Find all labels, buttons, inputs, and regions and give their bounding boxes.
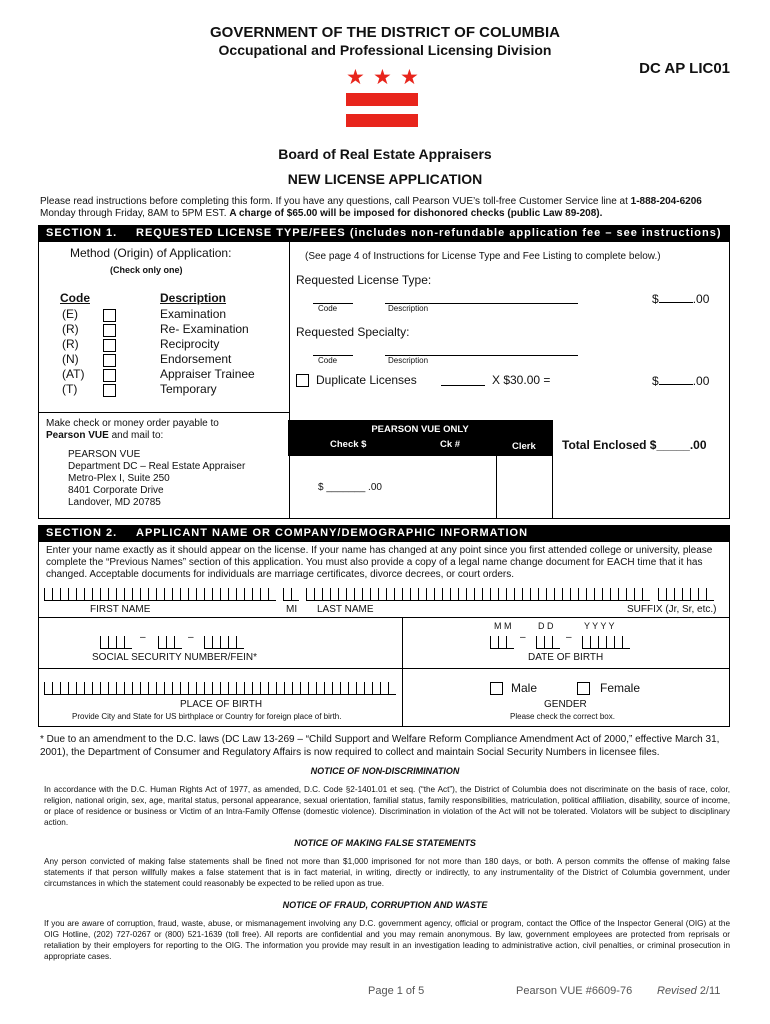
see-page-note: (See page 4 of Instructions for License Type and Fee Listing to complete below.) — [305, 251, 661, 262]
ssn-part2-field[interactable] — [158, 636, 182, 649]
flag-bar — [346, 93, 418, 106]
star-icon: ★ — [373, 66, 392, 89]
method-row — [0, 307, 289, 322]
description-header: Description — [160, 291, 227, 305]
divider — [38, 668, 730, 669]
pv-amount: $ _______ .00 — [318, 482, 382, 493]
section1-title: REQUESTED LICENSE TYPE/FEES (includes non-refundable application fee – see instructions) — [136, 227, 722, 239]
pv-check-label: Check $ — [330, 439, 367, 450]
method-row — [0, 322, 289, 337]
year-format: Y Y Y Y — [584, 621, 615, 631]
notice-title: NOTICE OF MAKING FALSE STATEMENTS — [294, 838, 476, 848]
notice-title: NOTICE OF NON-DISCRIMINATION — [310, 766, 460, 776]
address-line: 8401 Corporate Drive — [68, 485, 164, 496]
method-code: (AT) — [62, 367, 85, 381]
method-checkbox[interactable] — [103, 369, 116, 382]
dash: – — [188, 632, 194, 643]
instructions — [40, 196, 730, 220]
requested-specialty-label: Requested Specialty: — [296, 325, 410, 339]
address-line: Metro-Plex I, Suite 250 — [68, 473, 170, 484]
section1-header — [38, 225, 730, 241]
license-fee — [652, 291, 709, 306]
method-description: Endorsement — [160, 352, 232, 366]
male-label: Male — [511, 681, 538, 695]
address-line: Department DC – Real Estate Appraiser — [68, 461, 246, 472]
divider — [496, 438, 497, 519]
notice-title: NOTICE OF FRAUD, CORRUPTION AND WASTE — [282, 900, 488, 910]
divider — [402, 617, 403, 727]
check-only-note: (Check only one) — [110, 265, 183, 275]
flag-bar — [346, 114, 418, 127]
total-enclosed: Total Enclosed $_____.00 — [562, 438, 707, 452]
place-of-birth-note: Provide City and State for US birthplace or Country for foreign place of birth. — [72, 712, 342, 721]
dash: – — [566, 632, 572, 643]
place-of-birth-label: PLACE OF BIRTH — [180, 699, 263, 710]
suffix-field[interactable] — [658, 588, 714, 601]
description-caption: Description — [388, 356, 429, 365]
suffix-label: SUFFIX (Jr, Sr, etc.) — [627, 604, 717, 615]
address-line: PEARSON VUE — [68, 449, 141, 460]
star-icon: ★ — [400, 66, 419, 89]
method-row — [0, 382, 289, 397]
method-description: Reciprocity — [160, 337, 220, 351]
fee-field[interactable] — [659, 373, 693, 385]
day-format: D D — [538, 621, 554, 631]
dob-month-field[interactable] — [490, 636, 514, 649]
board-title: Board of Real Estate Appraisers — [278, 146, 492, 162]
divider — [552, 420, 553, 519]
dob-label: DATE OF BIRTH — [528, 652, 604, 663]
code-header: Code — [60, 291, 90, 305]
form-number: DC AP LIC01 — [639, 60, 730, 77]
revised-date: 2/11 — [699, 985, 721, 997]
method-row — [0, 352, 289, 367]
ssn-footnote: * Due to an amendment to the D.C. laws (DC Law 13-269 – “Child Support and Welfare Reform Compliance Amendment Act of 2000,” effective March 31, 2001), the Department of Consumer and Regulatory Affairs is now required to collect and maintain Social Security Numbers in licensee files. — [40, 734, 720, 758]
divider — [38, 412, 290, 413]
dash: – — [520, 632, 526, 643]
phone-number: 1-888-204-6206 — [630, 196, 702, 207]
ssn-part3-field[interactable] — [204, 636, 244, 649]
method-checkbox[interactable] — [103, 309, 116, 322]
dash: – — [140, 632, 146, 643]
instructions-text: Please read instructions before completing this form. If you have any questions, call Pearson VUE’s toll-free Customer Service line at — [40, 196, 631, 207]
mailing-address — [68, 449, 245, 509]
gender-note: Please check the correct box. — [510, 712, 615, 721]
dollar-sign: $ — [652, 374, 659, 388]
method-code: (R) — [62, 322, 79, 336]
last-name-label: LAST NAME — [317, 604, 374, 615]
dishonored-check-notice: A charge of $65.00 will be imposed for dishonored checks (public Law 89-208). — [229, 208, 603, 219]
place-of-birth-field[interactable] — [44, 682, 396, 695]
instructions-hours: Monday through Friday, 8AM to 5PM EST. — [40, 208, 230, 219]
method-checkbox[interactable] — [103, 354, 116, 367]
page-number: Page 1 of 5 — [368, 985, 425, 997]
mail-to: and mail to: — [108, 430, 164, 441]
requested-license-label: Requested License Type: — [296, 273, 432, 287]
fee-field[interactable] — [659, 291, 693, 303]
method-description: Temporary — [160, 382, 217, 396]
cents: .00 — [692, 292, 710, 306]
month-format: M M — [494, 621, 512, 631]
star-icon: ★ — [346, 66, 365, 89]
government-title: GOVERNMENT OF THE DISTRICT OF COLUMBIA — [210, 24, 560, 41]
method-description: Examination — [160, 307, 227, 321]
method-code: (T) — [62, 382, 78, 396]
female-label: Female — [600, 681, 641, 695]
method-title: Method (Origin) of Application: — [70, 246, 232, 260]
duplicate-fee: X $30.00 = — [492, 373, 551, 387]
payee: Pearson VUE — [46, 430, 109, 441]
ssn-part1-field[interactable] — [100, 636, 132, 649]
payable-to — [46, 430, 163, 441]
revision — [657, 985, 720, 997]
notice-text: Any person convicted of making false statements shall be fined not more than $1,000 imprisoned for not more than 180 days, or both. A person commits the offense of making false statements if that person willfully makes a false statement that is in fact material, in writing, directly or indirectly, to any instrumentality of the District of Columbia government, under circumstances in which the statement could reasonably be expected to be relied upon as true. — [44, 857, 730, 888]
division-title: Occupational and Professional Licensing Division — [218, 42, 552, 58]
dollar-sign: $ — [652, 292, 659, 306]
code-caption: Code — [318, 304, 338, 313]
section2-intro: Enter your name exactly as it should appear on the license. If your name has changed at any point since you first attended college or university, please complete the “Previous Names” section of this application. You must also provide a copy of a legal name change document for EACH time that it has changed. Acceptable documents for individuals are marriage certificates, divorce decrees, or court orders. — [46, 545, 713, 580]
duplicate-total — [652, 373, 709, 388]
pv-ck-label: Ck # — [440, 439, 461, 450]
female-checkbox[interactable] — [577, 682, 590, 695]
duplicate-license-checkbox[interactable] — [296, 374, 309, 387]
method-description: Re- Examination — [160, 322, 249, 336]
payable-note: Make check or money order payable to — [46, 418, 219, 429]
gender-label: GENDER — [544, 699, 587, 710]
divider — [289, 241, 290, 519]
ssn-label: SOCIAL SECURITY NUMBER/FEIN* — [92, 652, 258, 663]
cents: .00 — [692, 374, 710, 388]
method-code: (E) — [62, 307, 78, 321]
section2-title: APPLICANT NAME OR COMPANY/DEMOGRAPHIC INFORMATION — [136, 527, 529, 539]
middle-initial-field[interactable] — [283, 588, 299, 601]
method-checkbox[interactable] — [103, 324, 116, 337]
code-caption: Code — [318, 356, 338, 365]
method-description: Appraiser Trainee — [160, 367, 255, 381]
first-name-field[interactable] — [44, 588, 276, 601]
notice-text: In accordance with the D.C. Human Rights Act of 1977, as amended, D.C. Code §2-1401.01 et seq. (“the Act”), the District of Columbia does not discriminate on the basis of race, color, religion, national origin, sex, age, marital status, personal appearance, sexual orientation, familial status, family responsibilities, matriculation, political affiliation, disability, source of income, or place of residence or business or Victim of an Intra-Family Offense (domestic violence). Discrimination in violation of the Act will not be tolerated. Violators will be subject to disciplinary action. — [44, 785, 730, 827]
dob-day-field[interactable] — [536, 636, 560, 649]
dob-year-field[interactable] — [582, 636, 630, 649]
method-checkbox[interactable] — [103, 384, 116, 397]
mi-label: MI — [286, 604, 298, 615]
pv-only-title: PEARSON VUE ONLY — [371, 424, 469, 435]
divider — [38, 617, 730, 618]
duplicate-quantity-field[interactable] — [441, 385, 485, 386]
method-code: (N) — [62, 352, 79, 366]
notice-text: If you are aware of corruption, fraud, waste, abuse, or mismanagement involving any D.C. government agency, official or program, contact the Office of the Inspector General (OIG) at the OIG Hotline, (202) 727-0267 or (800) 521-1639 (toll free). All reports are confidential and you may remain anonymous. By law, government employees are protected from reprisals or retaliation by their employers for reporting to the OIG. The information you provide may result in an investigation leading to administrative action, civil penalties, or criminal prosecution in appropriate cases. — [44, 919, 730, 961]
method-code: (R) — [62, 337, 79, 351]
pearson-vue-only-header — [288, 420, 552, 456]
male-checkbox[interactable] — [490, 682, 503, 695]
first-name-label: FIRST NAME — [90, 604, 151, 615]
section1-label: SECTION 1. — [46, 227, 118, 239]
method-checkbox[interactable] — [103, 339, 116, 352]
section2-header — [38, 525, 730, 541]
last-name-field[interactable] — [306, 588, 650, 601]
application-title: NEW LICENSE APPLICATION — [287, 171, 483, 187]
revised-label: Revised — [657, 985, 697, 997]
description-caption: Description — [388, 304, 429, 313]
pv-clerk-label: Clerk — [512, 441, 536, 452]
method-row — [0, 337, 289, 352]
section2-label: SECTION 2. — [46, 527, 118, 539]
duplicate-licenses-label: Duplicate Licenses — [316, 373, 417, 387]
method-row — [0, 367, 289, 382]
pearson-vue-form-number: Pearson VUE #6609-76 — [516, 985, 633, 997]
address-line: Landover, MD 20785 — [68, 497, 161, 508]
